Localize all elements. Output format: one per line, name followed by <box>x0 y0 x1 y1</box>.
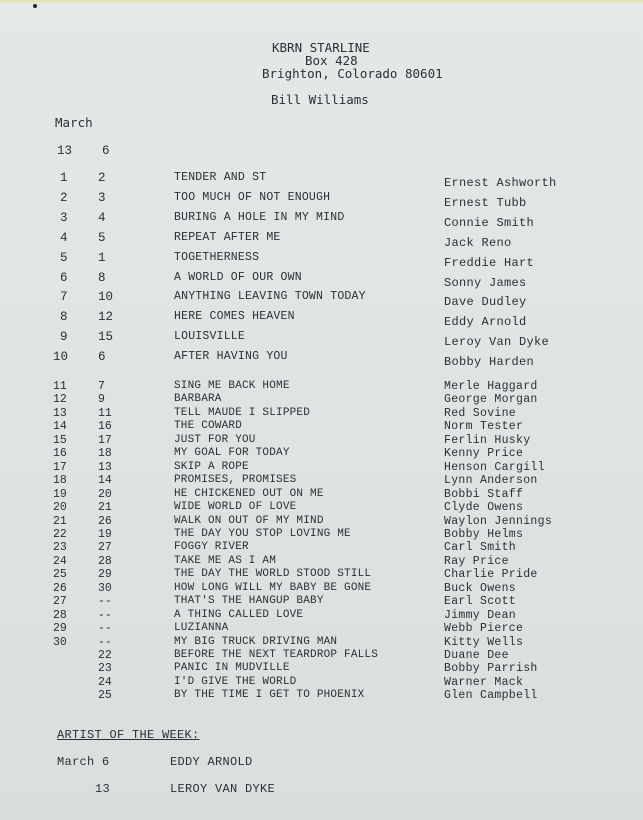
row-rank-last-week: 14 <box>98 474 112 488</box>
row-rank-last-week: 16 <box>98 420 112 434</box>
row-song-title: FOGGY RIVER <box>174 541 249 554</box>
artist-of-week-date: 13 <box>95 782 111 796</box>
row-rank-last-week: 10 <box>98 290 114 305</box>
row-rank-this-week: 13 <box>53 406 67 420</box>
row-artist: Bobby Parrish <box>444 662 538 676</box>
row-rank-last-week: 26 <box>98 514 112 528</box>
row-artist: Duane Dee <box>444 649 509 662</box>
row-song-title: REPEAT AFTER ME <box>174 230 281 244</box>
row-rank-this-week: 14 <box>53 420 67 434</box>
row-song-title: MY GOAL FOR TODAY <box>174 447 290 460</box>
row-song-title: HE CHICKENED OUT ON ME <box>174 487 324 500</box>
row-rank-this-week: 3 <box>60 210 68 225</box>
row-song-title: TELL MAUDE I SLIPPED <box>174 406 311 419</box>
row-artist: Bobbi Staff <box>444 487 524 501</box>
row-rank-this-week: 10 <box>53 350 69 365</box>
artist-of-week-date: March 6 <box>57 755 110 769</box>
row-rank-last-week: 17 <box>98 433 112 447</box>
row-artist: Red Sovine <box>444 406 517 420</box>
row-song-title: THE COWARD <box>174 420 243 433</box>
row-artist: Ernest Tubb <box>444 195 527 210</box>
row-rank-last-week: -- <box>98 608 112 622</box>
row-artist: Norm Tester <box>444 420 524 434</box>
row-rank-last-week: 21 <box>98 501 112 515</box>
row-artist: Connie Smith <box>444 215 535 230</box>
row-rank-this-week: 9 <box>60 330 68 345</box>
row-rank-this-week: 30 <box>53 635 67 649</box>
row-artist: Earl Scott <box>444 595 517 609</box>
row-rank-last-week: 9 <box>98 393 105 407</box>
row-artist: Jimmy Dean <box>444 608 517 622</box>
row-song-title: SING ME BACK HOME <box>174 380 290 392</box>
row-artist: Leroy Van Dyke <box>444 335 550 350</box>
row-artist: Jack Reno <box>444 235 512 250</box>
row-artist: Ernest Ashworth <box>444 176 557 190</box>
row-song-title: BURING A HOLE IN MY MIND <box>174 210 345 224</box>
row-rank-this-week: 22 <box>53 527 67 541</box>
row-artist: Ferlin Husky <box>444 433 531 447</box>
row-artist: Freddie Hart <box>444 255 535 270</box>
row-rank-last-week: 29 <box>98 568 112 582</box>
row-song-title: LOUISVILLE <box>174 330 246 344</box>
row-rank-this-week: 5 <box>60 250 68 265</box>
row-artist: Warner Mack <box>444 675 524 689</box>
row-rank-this-week: 12 <box>53 393 67 407</box>
row-rank-this-week: 11 <box>53 380 67 393</box>
row-rank-this-week: 17 <box>53 460 67 474</box>
column-date-this-week: 13 <box>57 144 73 158</box>
row-song-title: TENDER AND ST <box>174 171 267 184</box>
page-top-edge <box>0 0 643 3</box>
month-label: March <box>55 115 93 130</box>
row-song-title: JUST FOR YOU <box>174 433 256 446</box>
row-rank-last-week: 30 <box>98 581 112 595</box>
row-song-title: TOGETHERNESS <box>174 250 260 264</box>
row-rank-last-week: 3 <box>98 190 106 205</box>
row-artist: Dave Dudley <box>444 295 527 310</box>
row-artist: Waylon Jennings <box>444 514 553 528</box>
row-artist: Webb Pierce <box>444 622 524 636</box>
row-rank-last-week: 18 <box>98 447 112 461</box>
row-artist: Kitty Wells <box>444 635 524 649</box>
row-rank-this-week: 20 <box>53 501 67 515</box>
row-rank-last-week: 2 <box>98 171 106 185</box>
row-rank-last-week: 19 <box>98 527 112 541</box>
row-rank-this-week: 23 <box>53 541 67 555</box>
row-artist: Henson Cargill <box>444 460 545 474</box>
row-rank-last-week: 11 <box>98 406 112 420</box>
row-rank-this-week: 8 <box>60 310 68 325</box>
row-rank-this-week: 21 <box>53 514 67 528</box>
row-artist: Buck Owens <box>444 581 517 595</box>
row-song-title: I'D GIVE THE WORLD <box>174 675 297 688</box>
row-rank-this-week: 19 <box>53 487 67 501</box>
row-song-title: ANYTHING LEAVING TOWN TODAY <box>174 290 366 304</box>
row-song-title: BY THE TIME I GET TO PHOENIX <box>174 689 365 702</box>
row-song-title: HERE COMES HEAVEN <box>174 310 295 324</box>
row-song-title: PROMISES, PROMISES <box>174 474 297 487</box>
row-song-title: AFTER HAVING YOU <box>174 350 288 364</box>
row-rank-last-week: -- <box>98 635 112 649</box>
row-song-title: LUZIANNA <box>174 622 229 635</box>
row-rank-last-week: 5 <box>98 230 106 245</box>
row-rank-this-week: 29 <box>53 622 67 636</box>
row-rank-last-week: 8 <box>98 270 106 285</box>
row-rank-this-week: 25 <box>53 568 67 582</box>
row-artist: George Morgan <box>444 393 538 407</box>
row-rank-last-week: 25 <box>98 689 112 703</box>
row-song-title: WALK ON OUT OF MY MIND <box>174 514 324 527</box>
row-rank-last-week: 15 <box>98 330 114 345</box>
row-rank-last-week: -- <box>98 622 112 636</box>
row-rank-last-week: 23 <box>98 662 112 676</box>
row-rank-last-week: 22 <box>98 649 112 662</box>
row-artist: Carl Smith <box>444 541 517 555</box>
row-artist: Lynn Anderson <box>444 474 538 488</box>
row-rank-last-week: -- <box>98 595 112 609</box>
row-song-title: HOW LONG WILL MY BABY BE GONE <box>174 581 372 594</box>
row-song-title: THAT'S THE HANGUP BABY <box>174 595 324 608</box>
row-song-title: SKIP A ROPE <box>174 460 249 473</box>
row-artist: Clyde Owens <box>444 501 524 515</box>
row-artist: Bobby Harden <box>444 355 535 370</box>
row-artist: Merle Haggard <box>444 380 538 393</box>
row-rank-last-week: 24 <box>98 675 112 689</box>
row-rank-this-week: 2 <box>60 190 68 205</box>
row-song-title: MY BIG TRUCK DRIVING MAN <box>174 635 338 648</box>
row-rank-last-week: 4 <box>98 210 106 225</box>
row-rank-this-week: 27 <box>53 595 67 609</box>
row-rank-last-week: 1 <box>98 250 106 265</box>
row-rank-this-week: 16 <box>53 447 67 461</box>
row-rank-this-week: 15 <box>53 433 67 447</box>
row-song-title: WIDE WORLD OF LOVE <box>174 501 297 514</box>
row-rank-this-week: 18 <box>53 474 67 488</box>
row-artist: Glen Campbell <box>444 689 538 703</box>
row-rank-this-week: 1 <box>60 171 68 185</box>
row-rank-last-week: 7 <box>98 380 105 393</box>
row-artist: Charlie Pride <box>444 568 538 582</box>
artist-of-week-name: EDDY ARNOLD <box>170 755 253 769</box>
row-rank-last-week: 13 <box>98 460 112 474</box>
row-rank-this-week: 7 <box>60 290 68 305</box>
row-artist: Ray Price <box>444 554 509 568</box>
row-rank-last-week: 6 <box>98 350 106 365</box>
row-song-title: BARBARA <box>174 393 222 406</box>
row-rank-this-week: 28 <box>53 608 67 622</box>
row-rank-last-week: 27 <box>98 541 112 555</box>
column-date-last-week: 6 <box>102 144 110 158</box>
row-rank-last-week: 20 <box>98 487 112 501</box>
row-artist: Kenny Price <box>444 447 524 461</box>
station-name: KBRN STARLINE <box>272 40 370 55</box>
row-song-title: TAKE ME AS I AM <box>174 554 277 567</box>
row-artist: Sonny James <box>444 275 527 290</box>
row-rank-this-week: 6 <box>60 270 68 285</box>
row-rank-this-week: 26 <box>53 581 67 595</box>
artist-of-week-heading: ARTIST OF THE WEEK: <box>57 728 200 742</box>
row-song-title: A WORLD OF OUR OWN <box>174 270 302 284</box>
station-box: Box 428 <box>305 53 358 68</box>
artist-of-week-name: LEROY VAN DYKE <box>170 782 276 796</box>
row-song-title: A THING CALLED LOVE <box>174 608 304 621</box>
row-song-title: THE DAY THE WORLD STOOD STILL <box>174 568 372 581</box>
row-song-title: PANIC IN MUDVILLE <box>174 662 290 675</box>
row-artist: Bobby Helms <box>444 527 524 541</box>
dj-name: Bill Williams <box>271 92 369 107</box>
row-rank-last-week: 28 <box>98 554 112 568</box>
row-rank-last-week: 12 <box>98 310 114 325</box>
row-rank-this-week: 24 <box>53 554 67 568</box>
station-address: Brighton, Colorado 80601 <box>262 66 443 81</box>
row-song-title: TOO MUCH OF NOT ENOUGH <box>174 190 331 204</box>
row-artist: Eddy Arnold <box>444 315 527 330</box>
row-rank-this-week: 4 <box>60 230 68 245</box>
ink-speck <box>33 4 37 8</box>
row-song-title: THE DAY YOU STOP LOVING ME <box>174 527 351 540</box>
row-song-title: BEFORE THE NEXT TEARDROP FALLS <box>174 649 379 661</box>
